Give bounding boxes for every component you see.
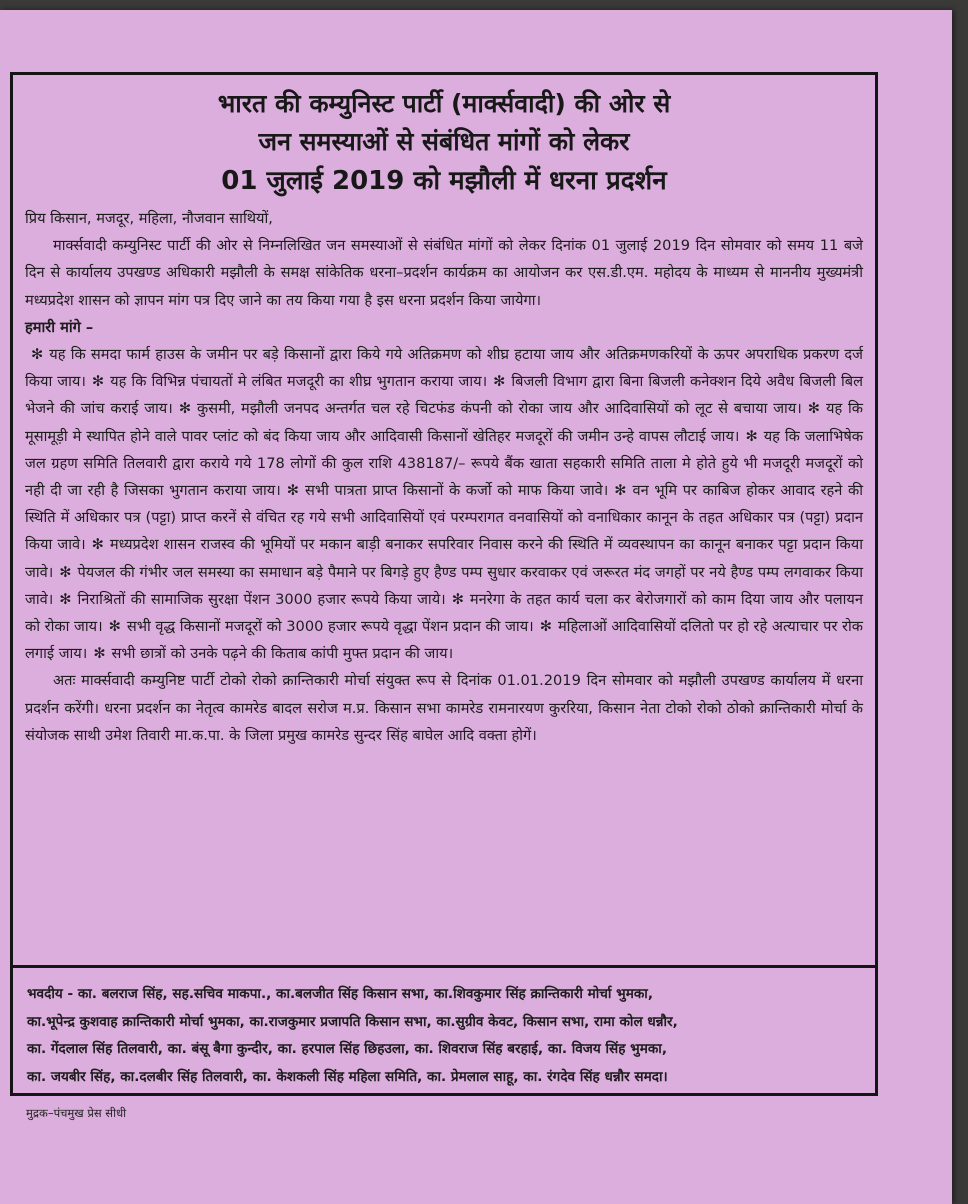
pamphlet-page	[0, 10, 952, 1204]
heading-line-1: भारत की कम्युनिस्ट पार्टी (मार्क्सवादी) की ओर से	[217, 89, 671, 118]
salutation: प्रिय किसान, मजदूर, महिला, नौजवान साथियों,	[25, 210, 273, 227]
star-bullet-icon: ✻	[91, 536, 104, 554]
demand-item: यह कि समदा फार्म हाउस के जमीन पर बड़े किसानों द्वारा किये गये अतिक्रमण को शीघ्र हटाया जाय और अतिक्रमणकरियों के ऊपर अपराधिक प्रकरण दर्ज किया जाय।	[25, 346, 863, 391]
demand-item: यह कि जलाभिषेक जल ग्रहण समिति तिलवारी द्वारा कराये गये 178 लोगों की कुल राशि 438187/– रूपये बैंक खाता सहकारी समिति ताला मे होते हुये भी मजदूरी मजदूरों को नही दी जा रही है जिसका भुगतान कराया जाय।	[25, 427, 863, 500]
signoff-line: का. जयबीर सिंह, का.दलबीर सिंह तिलवारी, का. केशकली सिंह महिला समिति, का. प्रेमलाल साहू, का. रंगदेव सिंह धन्नौर समदा।	[27, 1068, 668, 1085]
demand-item: वन भूमि पर काबिज होकर आवाद रहने की स्थिति में अधिकार पत्र (पट्टा) प्राप्त करनें से वंचित रह गये सभी आदिवासियों एवं परम्परागत वनवासियों को वनाधिकार कानून के तहत अधिकार पत्र (पट्टा) प्रदान किया जावे।	[25, 482, 863, 554]
star-bullet-icon: ✻	[31, 346, 44, 364]
star-bullet-icon: ✻	[178, 400, 192, 418]
intro-paragraph: मार्क्सवादी कम्युनिस्ट पार्टी की ओर से निम्नलिखित जन समस्याओं से संबंधित मांगों को लेकर दिनांक 01 जुलाई 2019 दिन सोमवार को समय 11 बजे दिन से कार्यालय उपखण्ड अधिकारी मझौली के समक्ष सांकेतिक धरना–प्रदर्शन कार्यक्रम का आयोजन कर एस.डी.एम. महोदय के माध्यम से माननीय मुख्यमंत्री मध्यप्रदेश शासन को ज्ञापन मांग पत्र दिए जाने का तय किया गया है इस धरना प्रदर्शन किया जायेगा।	[25, 237, 863, 309]
demand-item: महिलाओं आदिवासियों दलितो पर हो रहे अत्याचार पर रोक लगाई जाय।	[25, 618, 864, 663]
star-bullet-icon: ✻	[539, 618, 552, 636]
signoff-divider	[10, 965, 878, 968]
star-bullet-icon: ✻	[91, 373, 105, 391]
closing-paragraph: अतः मार्क्सवादी कम्युनिष्ट पार्टी टोको रोको क्रान्तिकारी मोर्चा संयुक्त रूप से दिनांक 01.01.2019 दिन सोमवार को मझौली उपखण्ड कार्यालय में धरना प्रदर्शन करेंगी। धरना प्रदर्शन का नेतृत्व कामरेड बादल सरोज म.प्र. किसान सभा कामरेड रामनारयण कुररिया, किसान नेता टोको रोको ठोको क्रान्तिकारी मोर्चा के संयोजक साथी उमेश तिवारी मा.क.पा. के जिला प्रमुख कामरेड सुन्दर सिंह बाघेल आदि वक्ता होगें।	[25, 672, 863, 744]
star-bullet-icon: ✻	[451, 590, 464, 608]
demand-item: बिजली विभाग द्वारा बिना बिजली कनेक्शन दिये अवैध बिजली बिल भेजने की जांच कराई जाय।	[25, 373, 863, 418]
letter-body	[25, 205, 863, 749]
demand-item: कुसमी, मझौली जनपद अन्तर्गत चल रहे चिटफंड कंपनी को रोका जाय और आदिवासियों को लूट से बचाया जाय।	[197, 400, 802, 418]
demand-item: सभी वृद्ध किसानों मजदूरों को 3000 हजार रूपये वृद्धा पेंशन प्रदान की जाय।	[126, 618, 534, 636]
star-bullet-icon: ✻	[614, 482, 627, 500]
star-bullet-icon: ✻	[807, 400, 821, 418]
star-bullet-icon: ✻	[745, 427, 758, 445]
demand-item: मध्यप्रदेश शासन राजस्व की भूमियों पर मकान बाड़ी बनाकर सपरिवार निवास करने की स्थिति में व्यवस्थापन का कानून बनाकर पट्टा प्रदान किया जावे।	[25, 536, 863, 581]
demands-heading: हमारी मांगे –	[25, 318, 94, 336]
demands-list	[25, 341, 863, 667]
demand-item: यह कि मूसामूड़ी मे स्थापित होने वाले पावर प्लांट को बंद किया जाय और आदिवासी किसानों खेतिहर मजदूरों की जमीन उन्हे वापस लौटाई जाय।	[25, 400, 863, 445]
demand-item: सभी छात्रों को उनके पढ़ने की किताब कांपी मुफ्त प्रदान की जाय।	[111, 645, 454, 663]
star-bullet-icon: ✻	[59, 563, 72, 581]
demand-item: मनरेगा के तहत कार्य चला कर बेरोजगारों को काम दिया जाय और पलायन को रोका जाय।	[25, 590, 863, 636]
star-bullet-icon: ✻	[59, 590, 72, 608]
demand-item: निराश्रितों की सामाजिक सुरक्षा पेंशन 3000 हजार रूपये किया जाये।	[77, 590, 446, 608]
demand-item: यह कि विभिन्न पंचायतों मे लंबित मजदूरी का शीघ्र भुगतान कराया जाय।	[110, 373, 488, 391]
star-bullet-icon: ✻	[108, 618, 121, 636]
signoff-line: का. गेंदलाल सिंह तिलवारी, का. बंसू बैगा कुन्दीर, का. हरपाल सिंह छिहउला, का. शिवराज सिंह बरहाई, का. विजय सिंह भुमका,	[27, 1041, 667, 1057]
signoff-line: भवदीय - का. बलराज सिंह, सह.सचिव माकपा., का.बलजीत सिंह किसान सभा, का.शिवकुमार सिंह क्रान्तिकारी मोर्चा भुमका,	[27, 986, 653, 1002]
content-border	[10, 72, 878, 1096]
star-bullet-icon: ✻	[286, 482, 300, 500]
demand-item: सभी पात्रता प्राप्त किसानों के कर्जो को माफ किया जावे।	[305, 482, 609, 500]
heading-line-3: 01 जुलाई 2019 को मझौली में धरना प्रदर्शन	[221, 166, 667, 196]
demand-item: पेयजल की गंभीर जल समस्या का समाधान बड़े पैमाने पर बिगड़े हुए हैण्ड पम्प सुधार करवाकर एवं जरूरत मंद जगहों पर नये हैण्ड पम्प लगवाकर किया जावे।	[25, 563, 863, 608]
star-bullet-icon: ✻	[493, 373, 506, 391]
star-bullet-icon: ✻	[93, 645, 106, 663]
heading-line-2: जन समस्याओं से संबंधित मांगों को लेकर	[258, 127, 630, 156]
printer-credit: मुद्रक–पंचमुख प्रेस सीधी	[26, 1106, 127, 1120]
signoff-block	[27, 981, 863, 1091]
signoff-line: का.भूपेन्द्र कुशवाह क्रान्तिकारी मोर्चा भुमका, का.राजकुमार प्रजापति किसान सभा, का.सुग्रीव केवट, किसान सभा, रामा कोल धन्नौर,	[27, 1013, 678, 1030]
